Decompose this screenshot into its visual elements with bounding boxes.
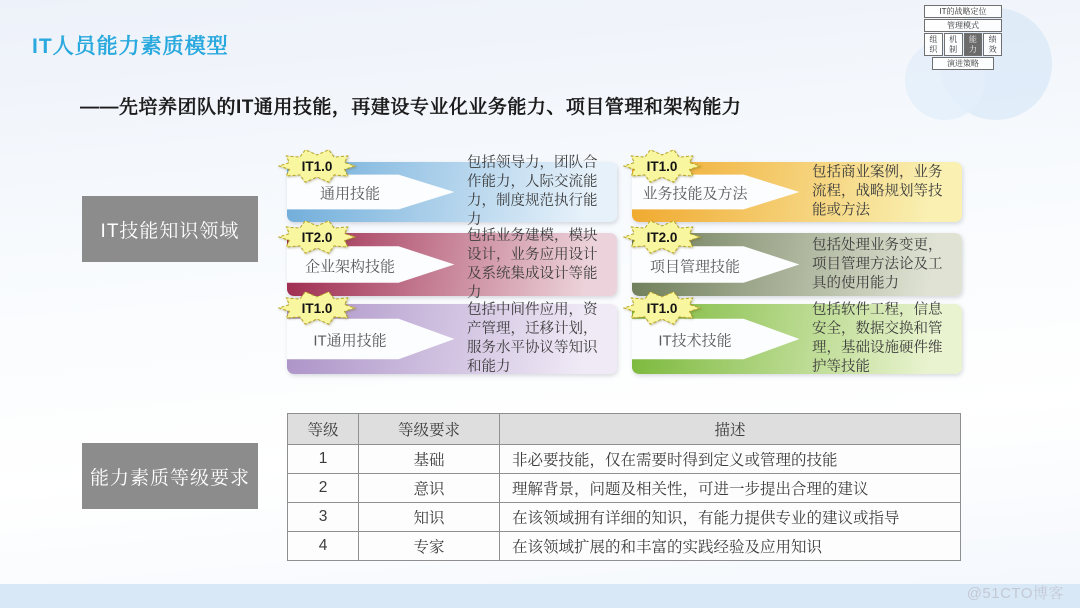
mini-nav-cell-performance xyxy=(983,33,1002,56)
mini-nav-cell-label: 机制 xyxy=(949,35,958,54)
badge-seal-icon xyxy=(278,219,356,255)
skill-banner xyxy=(287,227,617,301)
badge-label: IT1.0 xyxy=(646,158,678,174)
mini-nav-cell-label: 组织 xyxy=(929,35,938,54)
skill-banner xyxy=(632,158,962,222)
mini-nav-mode-box: 管理模式 xyxy=(924,19,1002,32)
skill-name: 通用技能 xyxy=(319,185,380,203)
skill-banner xyxy=(632,229,962,296)
requirement-cell: 基础 xyxy=(359,445,500,474)
table-row xyxy=(288,503,961,532)
page-title: IT人员能力素质模型 xyxy=(32,35,229,58)
table-header-requirement: 等级要求 xyxy=(359,414,500,445)
table-header-row xyxy=(288,414,961,445)
description-cell: 理解背景，问题及相关性，可进一步提出合理的建议 xyxy=(500,474,961,503)
skill-name: IT通用技能 xyxy=(313,332,387,350)
mini-nav-diagram xyxy=(924,5,1002,70)
requirement-cell: 专家 xyxy=(359,532,500,561)
badge-seal-icon xyxy=(278,148,356,184)
section-label-level-requirements: 能力素质等级要求 xyxy=(82,443,258,509)
badge-label: IT2.0 xyxy=(646,229,678,245)
description-cell: 在该领域扩展的和丰富的实践经验及应用知识 xyxy=(500,532,961,561)
table-header-description: 描述 xyxy=(500,414,961,445)
table-row xyxy=(288,445,961,474)
badge-label: IT2.0 xyxy=(301,229,333,245)
skill-description: 包括商业案例，业务流程，战略规划等技能或方法 xyxy=(812,164,943,219)
description-cell: 在该领域拥有详细的知识，有能力提供专业的建议或指导 xyxy=(500,503,961,532)
skill-banner xyxy=(632,300,962,376)
skill-description: 包括领导力，团队合作能力，人际交流能力，制度规范执行能力 xyxy=(467,154,598,229)
badge-seal-icon xyxy=(278,290,356,326)
table-row xyxy=(288,532,961,561)
level-cell: 1 xyxy=(288,445,359,474)
requirement-cell: 意识 xyxy=(359,474,500,503)
mini-nav-cell-capability-active xyxy=(964,33,983,56)
level-cell: 3 xyxy=(288,503,359,532)
skill-name: 企业架构技能 xyxy=(304,257,395,275)
level-cell: 4 xyxy=(288,532,359,561)
watermark: @51CTO博客 xyxy=(966,585,1064,602)
bottom-band-decoration xyxy=(0,584,1080,608)
badge-seal-icon xyxy=(623,219,701,255)
skill-description: 包括软件工程，信息安全，数据交换和管理，基础设施硬件维护等技能 xyxy=(812,301,943,376)
badge-seal-icon xyxy=(623,148,701,184)
badge-label: IT1.0 xyxy=(646,300,678,316)
level-cell: 2 xyxy=(288,474,359,503)
skill-description: 包括处理业务变更，项目管理方法论及工具的使用能力 xyxy=(812,236,943,292)
mini-nav-cell-mechanism xyxy=(944,33,963,56)
mini-nav-cell-organization xyxy=(924,33,943,56)
page-subtitle: ——先培养团队的IT通用技能，再建设专业化业务能力、项目管理和架构能力 xyxy=(80,97,742,118)
description-cell: 非必要技能，仅在需要时得到定义或管理的技能 xyxy=(500,445,961,474)
skill-banner xyxy=(287,154,617,229)
table-row xyxy=(288,474,961,503)
badge-seal-icon xyxy=(623,290,701,326)
table-header-level: 等级 xyxy=(288,414,359,445)
mini-nav-cells xyxy=(924,33,1002,56)
badge-label: IT1.0 xyxy=(301,158,333,174)
mini-nav-cell-label: 绩效 xyxy=(988,35,997,54)
skill-name: IT技术技能 xyxy=(658,332,732,350)
mini-nav-evolution-box: 演进策略 xyxy=(932,57,994,70)
badge-label: IT1.0 xyxy=(301,300,333,316)
requirement-cell: 知识 xyxy=(359,503,500,532)
skill-description: 包括中间件应用，资产管理，迁移计划，服务水平协议等知识和能力 xyxy=(467,301,598,376)
skill-name: 业务技能及方法 xyxy=(642,185,748,203)
section-label-skill-domains: IT技能知识领域 xyxy=(82,196,258,262)
capability-levels-table xyxy=(287,413,961,561)
mini-nav-strategy-box: IT的战略定位 xyxy=(924,5,1002,18)
skill-description: 包括业务建模，模块设计，业务应用设计及系统集成设计等能力 xyxy=(467,227,598,301)
skill-banner xyxy=(287,300,617,376)
skill-name: 项目管理技能 xyxy=(649,257,740,275)
mini-nav-cell-label: 能力 xyxy=(968,35,977,54)
